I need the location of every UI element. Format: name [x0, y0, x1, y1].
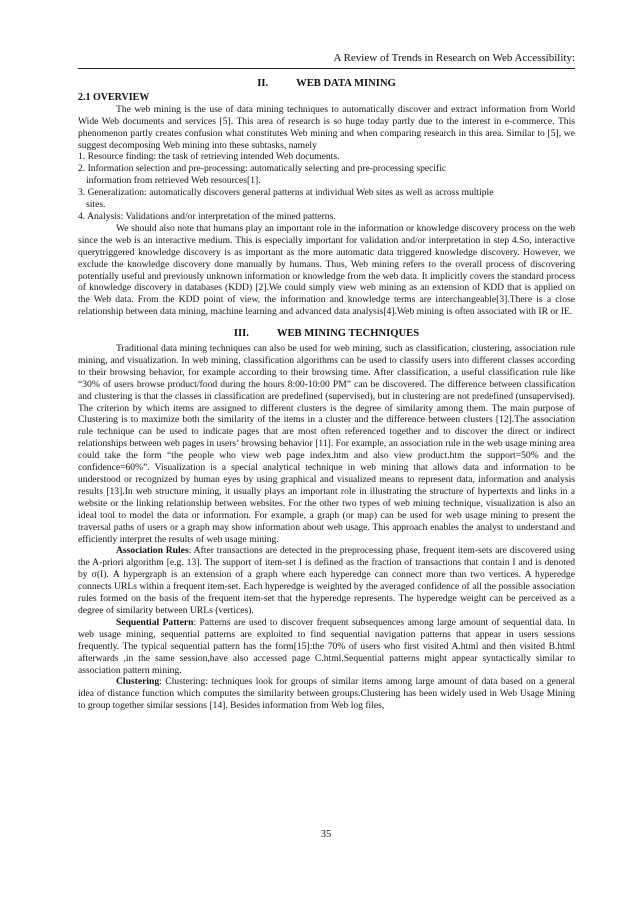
sequential-pattern-paragraph [78, 617, 575, 677]
subtask-item-4 [78, 211, 575, 223]
subtask-item-3 [78, 187, 575, 211]
overview-heading: 2.1 OVERVIEW [78, 91, 150, 103]
subtask-item-continuation: sites. [86, 199, 106, 211]
section-3-heading [78, 328, 575, 340]
subtask-list [78, 151, 575, 222]
section-3-title: WEB MINING TECHNIQUES [276, 328, 420, 340]
section-2-title: WEB DATA MINING [296, 78, 396, 89]
section-2-number: II. [257, 78, 269, 89]
running-head: A Review of Trends in Research on Web Accessibility: [78, 52, 575, 69]
techniques-paragraph: Traditional data mining techniques can also be used for web mining, such as classification, clustering, association rule mining, and visualization. In web mining, classification algorithms can be used to classify users into different classes according to their browsing behavior, for example according to their browsing time. After classification, a useful classification rule like “30% of users browse product/food during the hours 8:00-10:00 PM” can be discovered. The difference between classification and clustering is that the classes in classification are predefined (supervised), but in clustering are not predefined (unsupervised). The criterion by which items are assigned to different clusters is the degree of similarity among them. The main purpose of Clustering is to maximize both the similarity of the items in a cluster and the difference between clusters [12].The association rule technique can be used to indicate pages that are most often referenced together and to discover the direct or indirect relationships between web pages in users’ browsing behavior [11]. For example, an association rule in the web usage mining area could take the form “the people who view web page index.htm and also view product.htm the support=50% and the confidence=60%”. Visualization is a special analytical technique in web mining that allows data and information to be understood or recognized by human eyes by using graphical and visualized means to represent data, information and analysis results [13].In web structure mining, it usually plays an important role in illustrating the structure of hypertexts and links in a website or the linking relationship between websites. For the other two types of web mining technique, visualization is also an ideal tool to model the data or information. For example, a graph (or map) can be used for web usage mining to present the traversal paths of users or a graph may show information about web usage. This approach enables the analyst to understand and efficiently interpret the results of web usage mining. [78, 343, 575, 545]
subtask-item-2 [78, 163, 575, 187]
overview-paragraph-1: The web mining is the use of data mining techniques to automatically discover and extract information from World Wide Web documents and services [5]. This area of research is so huge today partly due to the interest in e-commerce. This phenomenon partly creates confusion what constitutes Web mining and when comparing research in this area. Similar to [5], we suggest decomposing Web mining into these subtasks, namely [78, 103, 575, 151]
subtask-item-continuation: information from retrieved Web resources[1]. [86, 175, 261, 187]
page-number: 35 [320, 829, 332, 840]
sequential-pattern-label: Sequential Pattern [116, 616, 194, 628]
subtask-item-text: 4. Analysis: Validations and/or interpretation of the mined patterns. [78, 210, 336, 222]
association-rules-text: : After transactions are detected in the preprocessing phase, frequent item-sets are discovered using the A-priori algorithm [e.g. 13]. The support of item-set I is defined as the fraction of transactions that contain I and is denoted by σ(I). A hypergraph is an extension of a graph where each hyperedge can connect more than two vertices. A hyperedge connects URLs within a frequent item-set. Each hyperedge is weighted by the averaged confidence of all the possible association rules formed on the basis of the frequent item-set that the hyperedge represents. The hyperedge weight can be perceived as a degree of similarity between URLs (vertices). [78, 545, 575, 616]
clustering-paragraph [78, 676, 575, 712]
subtask-item-text: 3. Generalization: automatically discovers general patterns at individual Web sites as well as across multiple [78, 187, 494, 199]
sequential-pattern-text: : Patterns are used to discover frequent subsequences among large amount of sequential data. In web usage mining, sequential patterns are exploited to find sequential navigation patterns that appear in users sessions frequently. The typical sequential pattern has the form[15]:the 70% of users who first visited A.html and then visited B.html afterwards ,in the same session,have also accessed page C.html.Sequential patterns might appear syntactically similar to association pattern mining. [78, 616, 575, 676]
subtask-item-1 [78, 151, 575, 163]
clustering-label: Clustering [116, 676, 160, 688]
section-2-heading [78, 78, 575, 90]
subtask-item-text: 2. Information selection and pre-processing: automatically selecting and pre-processing specific [78, 163, 447, 175]
subtask-item-text: 1. Resource finding: the task of retrieving intended Web documents. [78, 151, 340, 163]
association-rules-paragraph [78, 545, 575, 616]
section-3-number: III. [233, 328, 249, 340]
clustering-text: : Clustering: techniques look for groups of similar items among large amount of data based on a general idea of distance function which computes the similarity between groups.Clustering has been widely used in Web Usage Mining to group together similar sessions [14]. Besides information from Web log files, [78, 676, 575, 712]
association-rules-label: Association Rules [116, 545, 189, 557]
overview-paragraph-2: We should also note that humans play an important role in the information or knowledge discovery process on the web since the web is an interactive medium. This is especially important for validation and/or interpretation in step 4.So, interactive querytriggered knowledge discovery is as important as the more automatic data triggered knowledge discovery. However, we exclude the knowledge discovery done manually by humans. Thus, Web mining refers to the overall process of discovering potentially useful and previously unknown information or knowledge from the web data. It implicitly covers the standard process of knowledge discovery in databases (KDD) [2].We could simply view web mining as an extension of KDD that is applied on the Web data. From the KDD point of view, the information and knowledge terms are interchangeable[3].There is a close relationship between data mining, machine learning and advanced data analysis[4].Web mining is often associated with IR or IE. [78, 222, 575, 318]
